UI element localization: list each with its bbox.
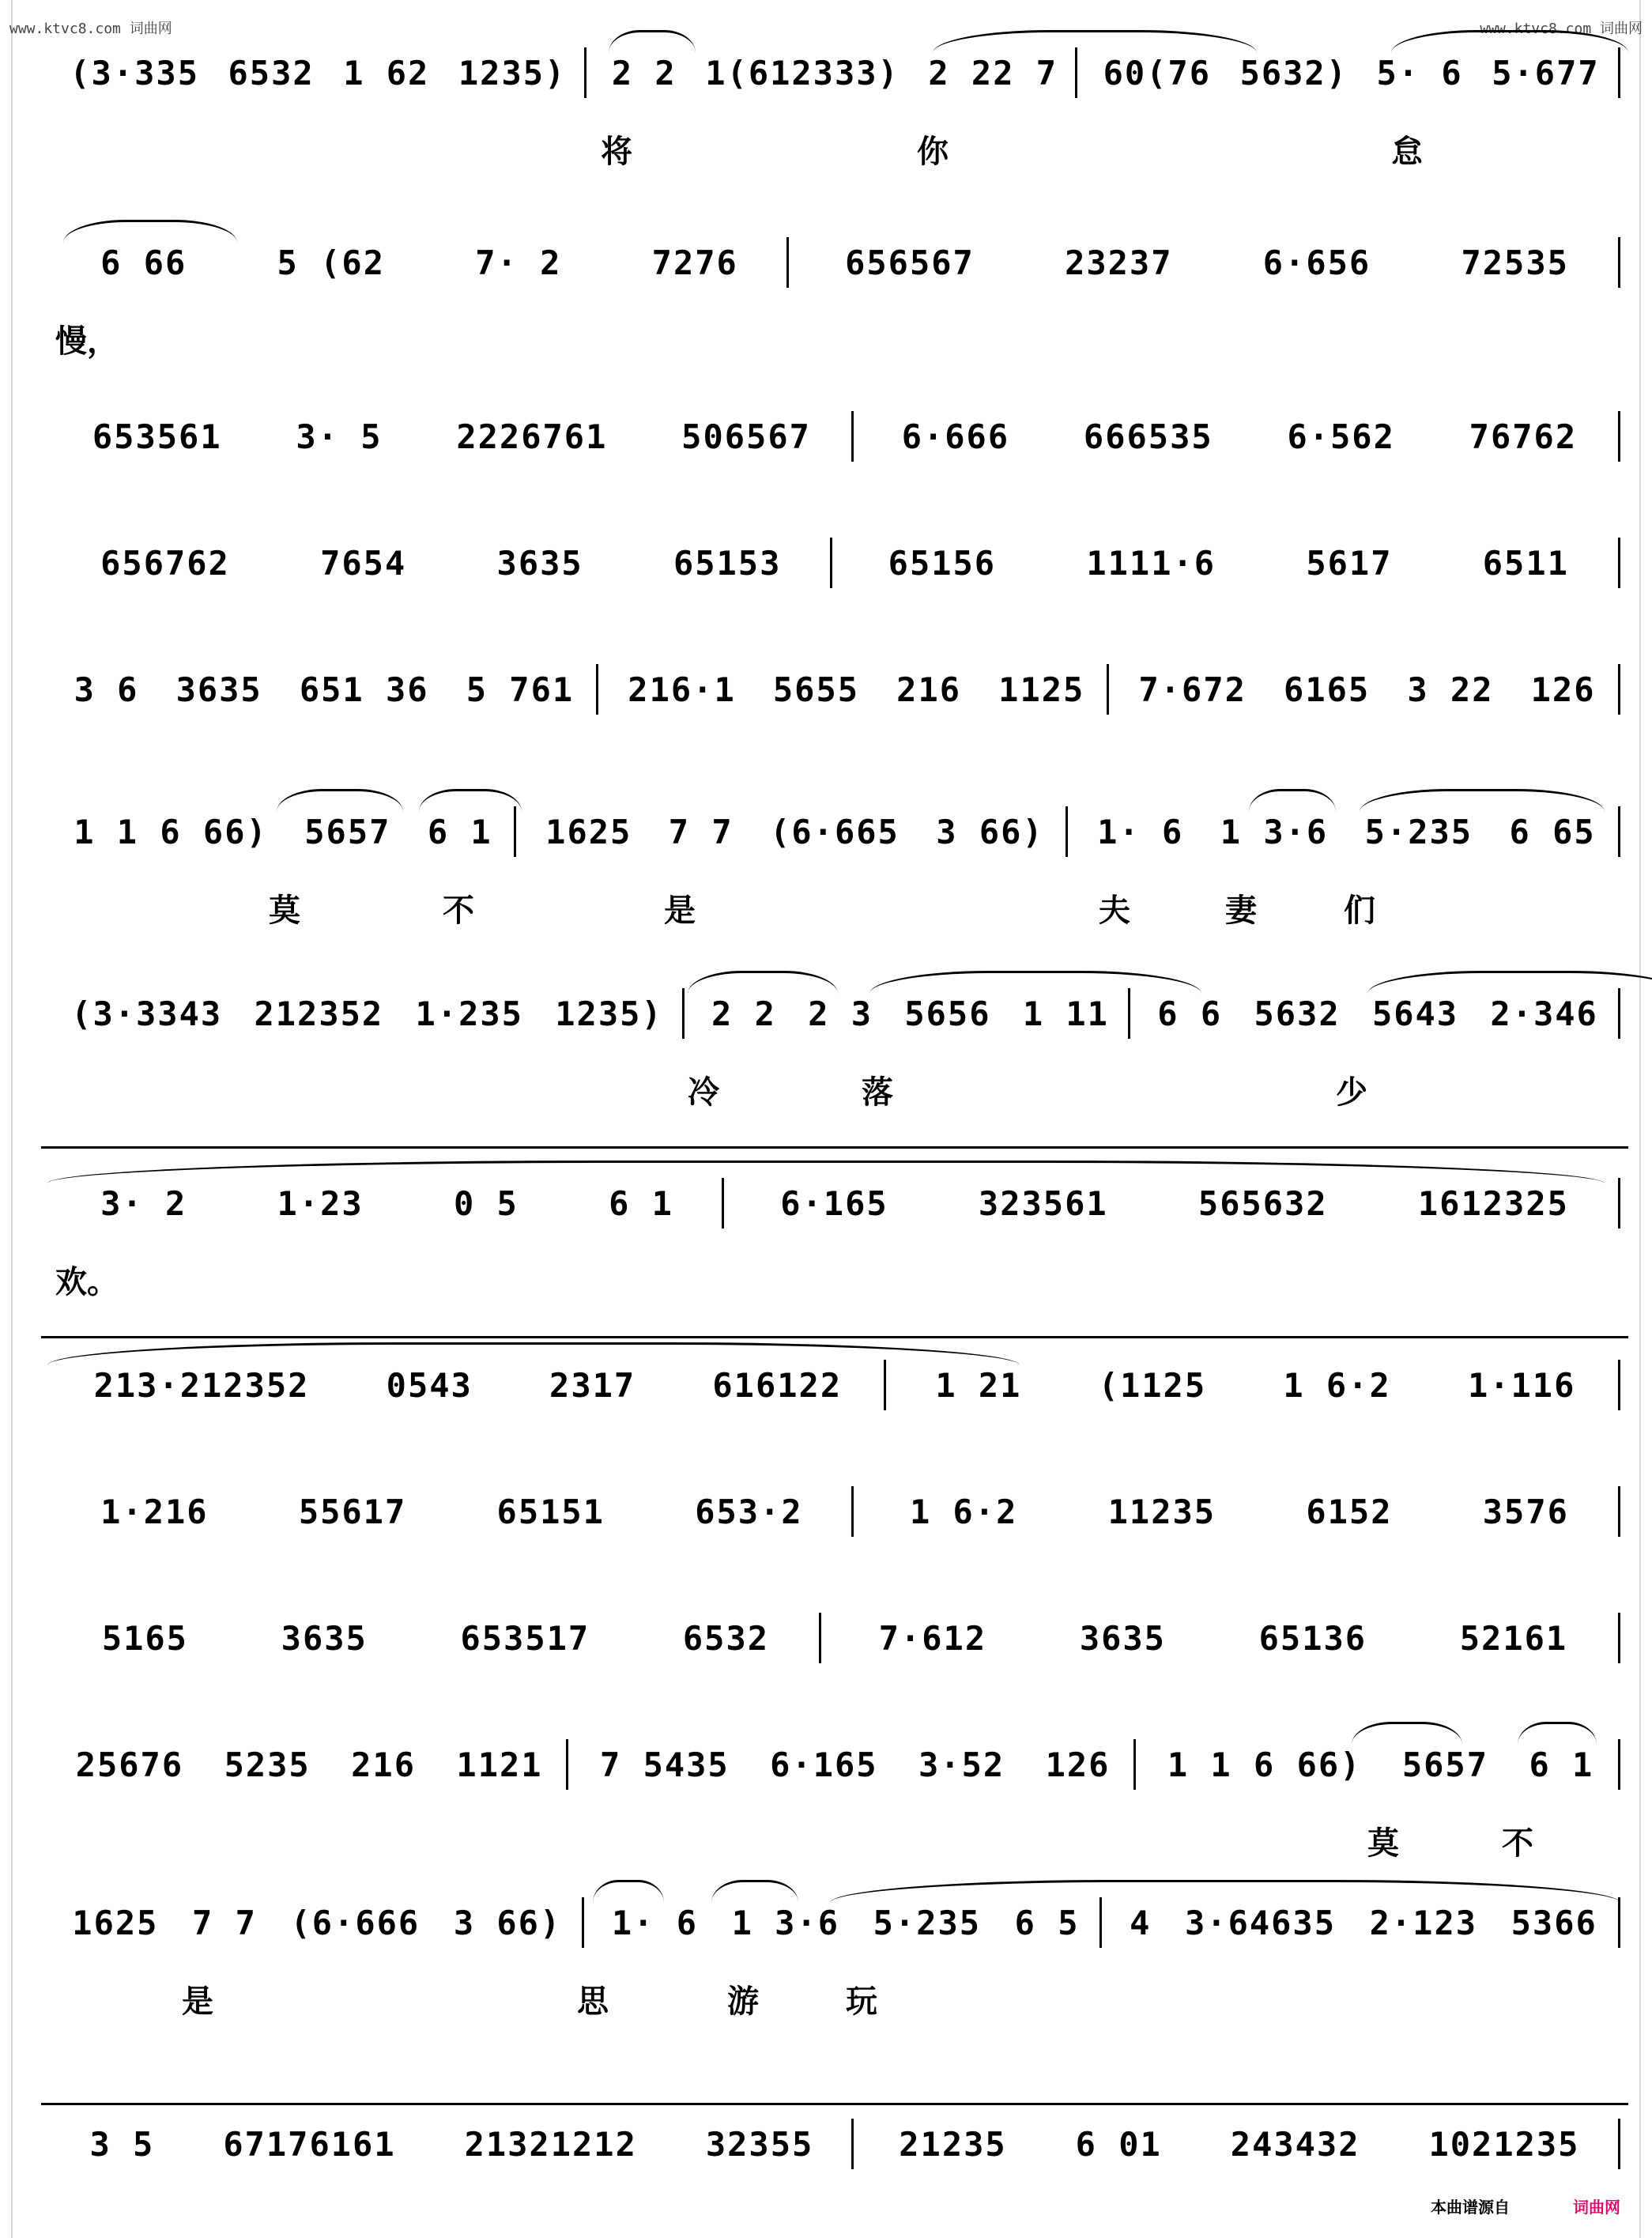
note-group: 243432 [1230, 2124, 1360, 2164]
note-group: 7 7 [668, 812, 734, 851]
lyric-syllable: 妻 [1225, 893, 1257, 929]
note-group: 1625 [72, 1903, 159, 1942]
left-margin-strip [0, 0, 13, 2238]
slur-arc [1360, 789, 1605, 812]
lyric-syllable: 你 [917, 134, 949, 170]
note-group: 7·612 [878, 1618, 987, 1658]
note-group: 0543 [386, 1365, 473, 1405]
note-group: 32355 [705, 2124, 814, 2164]
note-group: 323561 [978, 1183, 1108, 1223]
note-group: 3 66) [936, 812, 1044, 851]
note-group: 6·656 [1262, 243, 1371, 282]
barline [1099, 1897, 1110, 1948]
barline-end [1618, 237, 1620, 288]
barline [584, 47, 594, 98]
note-group: 65136 [1258, 1618, 1367, 1658]
note-group: 3· 5 [296, 417, 383, 456]
barline-end [1618, 47, 1620, 98]
note-group: 1 6·2 [909, 1492, 1018, 1531]
note-group: 1021235 [1428, 2124, 1580, 2164]
note-group: 1·116 [1467, 1365, 1576, 1405]
site-logo: 词曲网 [1573, 2198, 1620, 2217]
barline [596, 664, 606, 715]
barline [884, 1360, 894, 1410]
note-group: 6 66 [100, 243, 187, 282]
slur-arc [711, 1880, 798, 1903]
note-group: 55617 [298, 1492, 407, 1531]
slur-arc [593, 1880, 664, 1903]
barline-end [1618, 1486, 1620, 1537]
note-row [55, 1486, 1614, 1537]
note-group: 3635 [175, 670, 262, 709]
note-row [55, 2119, 1614, 2169]
barline-end [1618, 1897, 1620, 1948]
note-row [55, 988, 1614, 1039]
barline [514, 806, 524, 857]
note-group: 3·52 [918, 1745, 1005, 1784]
note-group: 7654 [320, 543, 407, 583]
barline [566, 1739, 576, 1790]
barline-end [1618, 1360, 1620, 1410]
note-group: 6 65 [1509, 812, 1596, 851]
note-group: 5165 [101, 1618, 188, 1658]
slur-arc [47, 1161, 1605, 1183]
note-group: 6152 [1306, 1492, 1393, 1531]
barline [1107, 664, 1117, 715]
note-group: 7 7 [192, 1903, 257, 1942]
note-row [55, 47, 1614, 98]
lyric-syllable: 是 [664, 893, 696, 929]
note-group: 3 6 [74, 670, 139, 709]
barline [1075, 47, 1085, 98]
lyric-syllable: 慢， [55, 323, 119, 360]
barline [851, 1486, 862, 1537]
note-group: 653517 [460, 1618, 590, 1658]
barline [1066, 806, 1076, 857]
lyric-syllable: 是 [182, 1983, 213, 2020]
note-group: 21321212 [464, 2124, 637, 2164]
note-group: 565632 [1198, 1183, 1328, 1223]
lyric-syllable: 思 [577, 1983, 609, 2020]
note-group: 126 [1530, 670, 1596, 709]
note-group: 1 21 [935, 1365, 1022, 1405]
note-group: 1125 [998, 670, 1085, 709]
note-group: (3·335 [70, 53, 199, 92]
note-group: 72535 [1461, 243, 1569, 282]
header-url-right: www.ktvc8.com 词曲网 [1480, 21, 1643, 37]
lyric-syllable: 不 [443, 893, 474, 929]
note-group: 1·23 [277, 1183, 364, 1223]
note-group: 2317 [549, 1365, 636, 1405]
note-group: 5632) [1239, 53, 1348, 92]
note-row [55, 1739, 1614, 1790]
note-group: 653561 [92, 417, 222, 456]
note-group: 6·165 [770, 1745, 878, 1784]
section-rule [41, 1146, 1628, 1149]
note-group: 5· 6 [1376, 53, 1463, 92]
note-group: 7· 2 [475, 243, 562, 282]
barline [1133, 1739, 1144, 1790]
note-row [55, 806, 1614, 857]
note-row [55, 664, 1614, 715]
note-group: 1111·6 [1086, 543, 1216, 583]
note-group: 1 3·6 [731, 1903, 840, 1942]
barline-end [1618, 1613, 1620, 1663]
note-group: 213·212352 [93, 1365, 310, 1405]
note-group: 1235) [555, 994, 663, 1033]
note-group: 4 [1130, 1903, 1152, 1942]
note-group: 3 66) [453, 1903, 562, 1942]
note-group: 6511 [1482, 543, 1569, 583]
note-group: 5 (62 [277, 243, 385, 282]
note-group: (3·3343 [71, 994, 223, 1033]
slur-arc [1352, 1722, 1462, 1745]
lyric-syllable: 少 [1336, 1074, 1367, 1111]
note-row [55, 1178, 1614, 1228]
lyric-syllable: 玩 [846, 1983, 877, 2020]
note-group: 1·216 [100, 1492, 209, 1531]
note-group: 2 3 [808, 994, 873, 1033]
note-group: 5 761 [466, 670, 575, 709]
barline [786, 237, 797, 288]
barline [582, 1897, 592, 1948]
lyric-syllable: 落 [862, 1074, 893, 1111]
note-group: 3 5 [89, 2124, 155, 2164]
note-row [55, 1360, 1614, 1410]
note-group: 6·165 [780, 1183, 888, 1223]
note-group: 11235 [1107, 1492, 1216, 1531]
note-group: 656762 [100, 543, 230, 583]
barline-end [1618, 806, 1620, 857]
note-group: 2 2 [711, 994, 776, 1033]
note-group: 5657 [1401, 1745, 1489, 1784]
barline-end [1618, 1178, 1620, 1228]
header-url-left: www.ktvc8.com 词曲网 [9, 21, 172, 37]
note-group: 3576 [1482, 1492, 1569, 1531]
note-group: 6 1 [427, 812, 492, 851]
barline-end [1618, 411, 1620, 462]
note-group: 2226761 [456, 417, 608, 456]
note-group: 216 [896, 670, 962, 709]
note-group: 2·346 [1490, 994, 1598, 1033]
note-group: 5·235 [1364, 812, 1473, 851]
note-group: 52161 [1459, 1618, 1568, 1658]
note-group: 5657 [304, 812, 391, 851]
note-group: 1 11 [1022, 994, 1109, 1033]
note-group: 60(76 [1103, 53, 1212, 92]
note-group: 6532 [682, 1618, 770, 1658]
note-group: 212352 [254, 994, 384, 1033]
note-group: 1 3·6 [1220, 812, 1329, 851]
note-group: 5366 [1511, 1903, 1597, 1942]
source-label: 本曲谱源自 [1431, 2198, 1510, 2217]
slur-arc [1367, 971, 1652, 994]
lyric-syllable: 莫 [269, 893, 300, 929]
note-group: 1·235 [415, 994, 523, 1033]
section-rule [41, 1336, 1628, 1338]
lyric-syllable: 们 [1344, 893, 1375, 929]
note-group: 6532 [228, 53, 315, 92]
note-row [55, 1897, 1614, 1948]
slur-arc [869, 971, 1201, 994]
note-group: 6 1 [1529, 1745, 1594, 1784]
slur-arc [63, 220, 237, 243]
note-group: 5656 [904, 994, 991, 1033]
note-group: 216·1 [628, 670, 736, 709]
note-group: 6 6 [1157, 994, 1223, 1033]
barline [830, 538, 840, 588]
note-group: 1 6·2 [1283, 1365, 1391, 1405]
note-group: 653·2 [695, 1492, 803, 1531]
barline [851, 411, 862, 462]
note-group: 0 5 [453, 1183, 519, 1223]
note-group: 25676 [75, 1745, 184, 1784]
note-group: 3635 [1079, 1618, 1166, 1658]
note-group: (6·666 [290, 1903, 421, 1942]
note-group: 5643 [1371, 994, 1459, 1033]
note-group: 1 1 6 66) [1167, 1745, 1362, 1784]
note-group: (1125 [1098, 1365, 1207, 1405]
note-group: 1(612333) [705, 53, 900, 92]
slur-arc [1249, 789, 1336, 812]
barline [819, 1613, 829, 1663]
slur-arc [688, 971, 838, 994]
barline-end [1618, 988, 1620, 1039]
note-group: 5617 [1306, 543, 1393, 583]
note-group: 6·666 [901, 417, 1010, 456]
note-group: 5·235 [873, 1903, 982, 1942]
note-group: 1 62 [343, 53, 430, 92]
note-group: 1· 6 [1097, 812, 1184, 851]
barline [682, 988, 692, 1039]
lyric-syllable: 莫 [1367, 1825, 1399, 1862]
note-row [55, 1613, 1614, 1663]
note-group: 616122 [712, 1365, 843, 1405]
note-group: 6165 [1284, 670, 1371, 709]
right-margin-strip [1639, 0, 1652, 2238]
barline-end [1618, 538, 1620, 588]
note-group: 65156 [888, 543, 997, 583]
barline [851, 2119, 862, 2169]
note-group: 6 01 [1075, 2124, 1162, 2164]
note-group: 65153 [673, 543, 782, 583]
note-group: 3·64635 [1185, 1903, 1337, 1942]
note-group: 6 5 [1014, 1903, 1080, 1942]
lyric-syllable: 冷 [688, 1074, 719, 1111]
lyric-syllable: 欢。 [55, 1264, 119, 1300]
note-group: 6·562 [1287, 417, 1395, 456]
lyric-syllable: 游 [727, 1983, 759, 2020]
note-group: 3· 2 [100, 1183, 187, 1223]
note-group: 7 5435 [600, 1745, 730, 1784]
note-group: 2·123 [1369, 1903, 1478, 1942]
note-group: 1· 6 [611, 1903, 698, 1942]
note-group: 506567 [681, 417, 811, 456]
lyric-syllable: 将 [601, 134, 632, 170]
note-group: 5655 [772, 670, 860, 709]
note-group: 3635 [496, 543, 583, 583]
note-group: 67176161 [223, 2124, 396, 2164]
note-group: 3 22 [1407, 670, 1494, 709]
barline [722, 1178, 732, 1228]
slur-arc [47, 1342, 1020, 1365]
lyric-syllable: 夫 [1099, 893, 1130, 929]
barline-end [1618, 1739, 1620, 1790]
note-group: 6 1 [609, 1183, 673, 1223]
note-group: 2 22 7 [928, 53, 1058, 92]
note-row [55, 237, 1614, 288]
note-group: 1 1 6 66) [74, 812, 268, 851]
barline-end [1618, 664, 1620, 715]
note-group: 1625 [545, 812, 632, 851]
note-group: 23237 [1065, 243, 1173, 282]
note-group: (6·665 [770, 812, 900, 851]
note-group: 7·672 [1138, 670, 1247, 709]
note-group: 1121 [456, 1745, 543, 1784]
note-group: 2 2 [611, 53, 677, 92]
slur-arc [830, 1880, 1620, 1903]
note-group: 651 36 [299, 670, 429, 709]
note-group: 76762 [1469, 417, 1578, 456]
note-group: 656567 [845, 243, 975, 282]
note-group: 5235 [224, 1745, 311, 1784]
lyric-syllable: 怠 [1391, 134, 1423, 170]
slur-arc [609, 30, 696, 53]
note-group: 216 [351, 1745, 416, 1784]
note-group: 21235 [899, 2124, 1007, 2164]
note-group: 5·677 [1492, 53, 1600, 92]
note-group: 3635 [281, 1618, 368, 1658]
lyric-syllable: 不 [1502, 1825, 1533, 1862]
note-group: 65151 [496, 1492, 605, 1531]
section-rule [41, 2103, 1628, 2105]
note-group: 7276 [651, 243, 738, 282]
note-group: 126 [1045, 1745, 1111, 1784]
slur-arc [933, 30, 1257, 53]
note-group: 1235) [458, 53, 567, 92]
note-group: 5632 [1254, 994, 1341, 1033]
note-group: 666535 [1083, 417, 1213, 456]
slur-arc [1518, 1722, 1597, 1745]
note-group: 1612325 [1417, 1183, 1569, 1223]
barline-end [1618, 2119, 1620, 2169]
barline [1128, 988, 1138, 1039]
note-row [55, 538, 1614, 588]
slur-arc [277, 789, 403, 812]
note-row [55, 411, 1614, 462]
slur-arc [419, 789, 522, 812]
